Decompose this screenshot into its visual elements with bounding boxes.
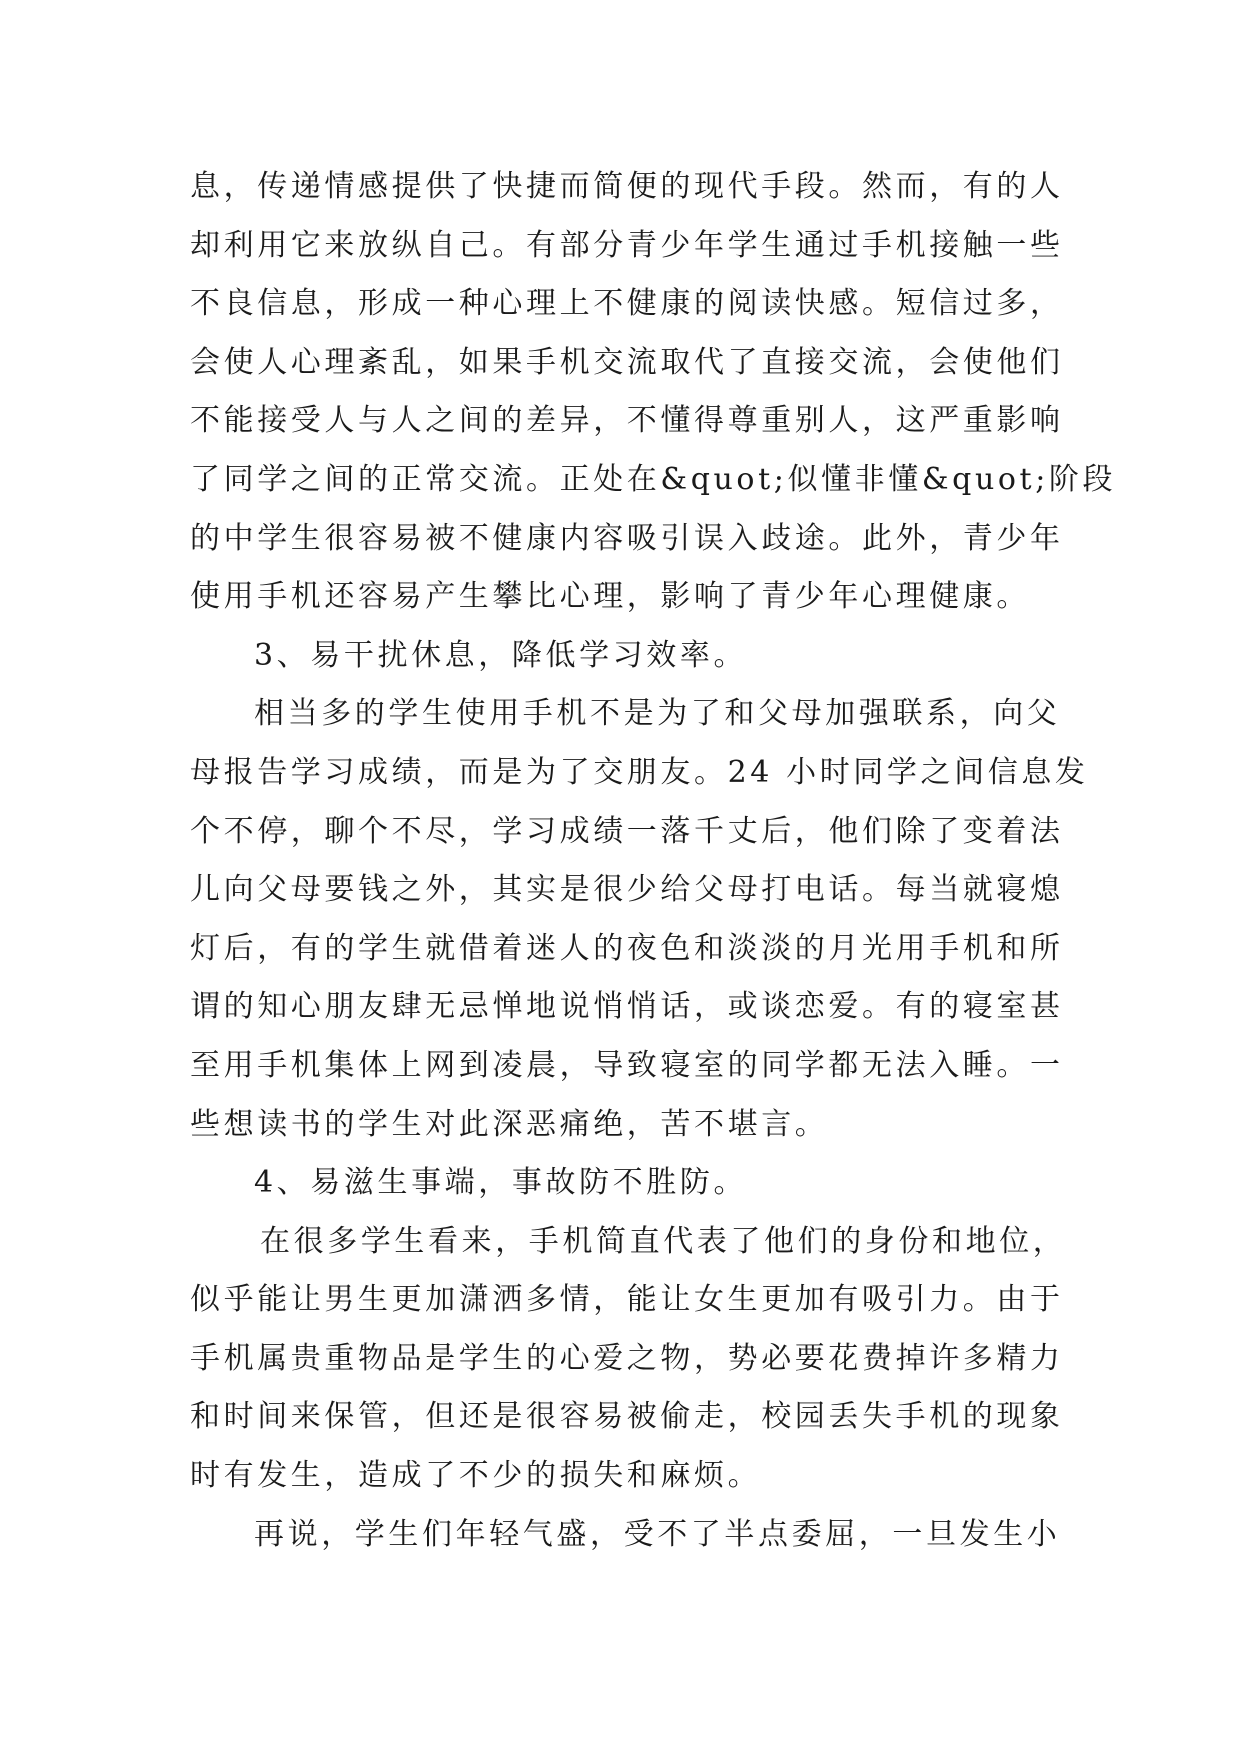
text-line: 儿向父母要钱之外，其实是很少给父母打电话。每当就寝熄 <box>190 872 1064 908</box>
text-line: 的中学生很容易被不健康内容吸引误入歧途。此外，青少年 <box>190 520 1064 556</box>
text-line: 至用手机集体上网到凌晨，导致寝室的同学都无法入睡。一 <box>190 1047 1064 1083</box>
text-line: 3、易干扰休息，降低学习效率。 <box>254 637 748 673</box>
text-line: 时有发生，造成了不少的损失和麻烦。 <box>190 1458 762 1494</box>
text-line: 了同学之间的正常交流。正处在&quot;似懂非懂&quot;阶段 <box>190 461 1117 497</box>
text-line: 个不停，聊个不尽，学习成绩一落千丈后，他们除了变着法 <box>190 813 1064 849</box>
text-line: 再说，学生们年轻气盛，受不了半点委屈，一旦发生小 <box>254 1516 1061 1552</box>
text-line: 相当多的学生使用手机不是为了和父母加强联系，向父 <box>254 696 1061 732</box>
text-line: 会使人心理紊乱，如果手机交流取代了直接交流，会使他们 <box>190 344 1064 380</box>
text-line: 却利用它来放纵自己。有部分青少年学生通过手机接触一些 <box>190 227 1064 263</box>
text-line: 息，传递情感提供了快捷而简便的现代手段。然而，有的人 <box>190 169 1064 204</box>
text-line: 不能接受人与人之间的差异，不懂得尊重别人，这严重影响 <box>190 403 1064 439</box>
text-line: 谓的知心朋友肆无忌惮地说悄悄话，或谈恋爱。有的寝室甚 <box>190 989 1064 1025</box>
text-line: 在很多学生看来，手机简直代表了他们的身份和地位， <box>260 1223 1067 1259</box>
text-line: 不良信息，形成一种心理上不健康的阅读快感。短信过多， <box>190 286 1064 322</box>
text-line: 和时间来保管，但还是很容易被偷走，校园丢失手机的现象 <box>190 1399 1064 1435</box>
text-line: 母报告学习成绩，而是为了交朋友。24 小时同学之间信息发 <box>190 754 1089 790</box>
body-text <box>190 158 1117 1564</box>
text-line: 使用手机还容易产生攀比心理，影响了青少年心理健康。 <box>190 579 1030 615</box>
text-line: 些想读书的学生对此深恶痛绝，苦不堪言。 <box>190 1106 829 1142</box>
text-line: 4、易滋生事端，事故防不胜防。 <box>254 1165 748 1201</box>
text-line: 手机属贵重物品是学生的心爱之物，势必要花费掉许多精力 <box>190 1340 1064 1376</box>
text-line: 灯后，有的学生就借着迷人的夜色和淡淡的月光用手机和所 <box>190 930 1064 966</box>
text-line: 似乎能让男生更加潇洒多情，能让女生更加有吸引力。由于 <box>190 1282 1064 1318</box>
